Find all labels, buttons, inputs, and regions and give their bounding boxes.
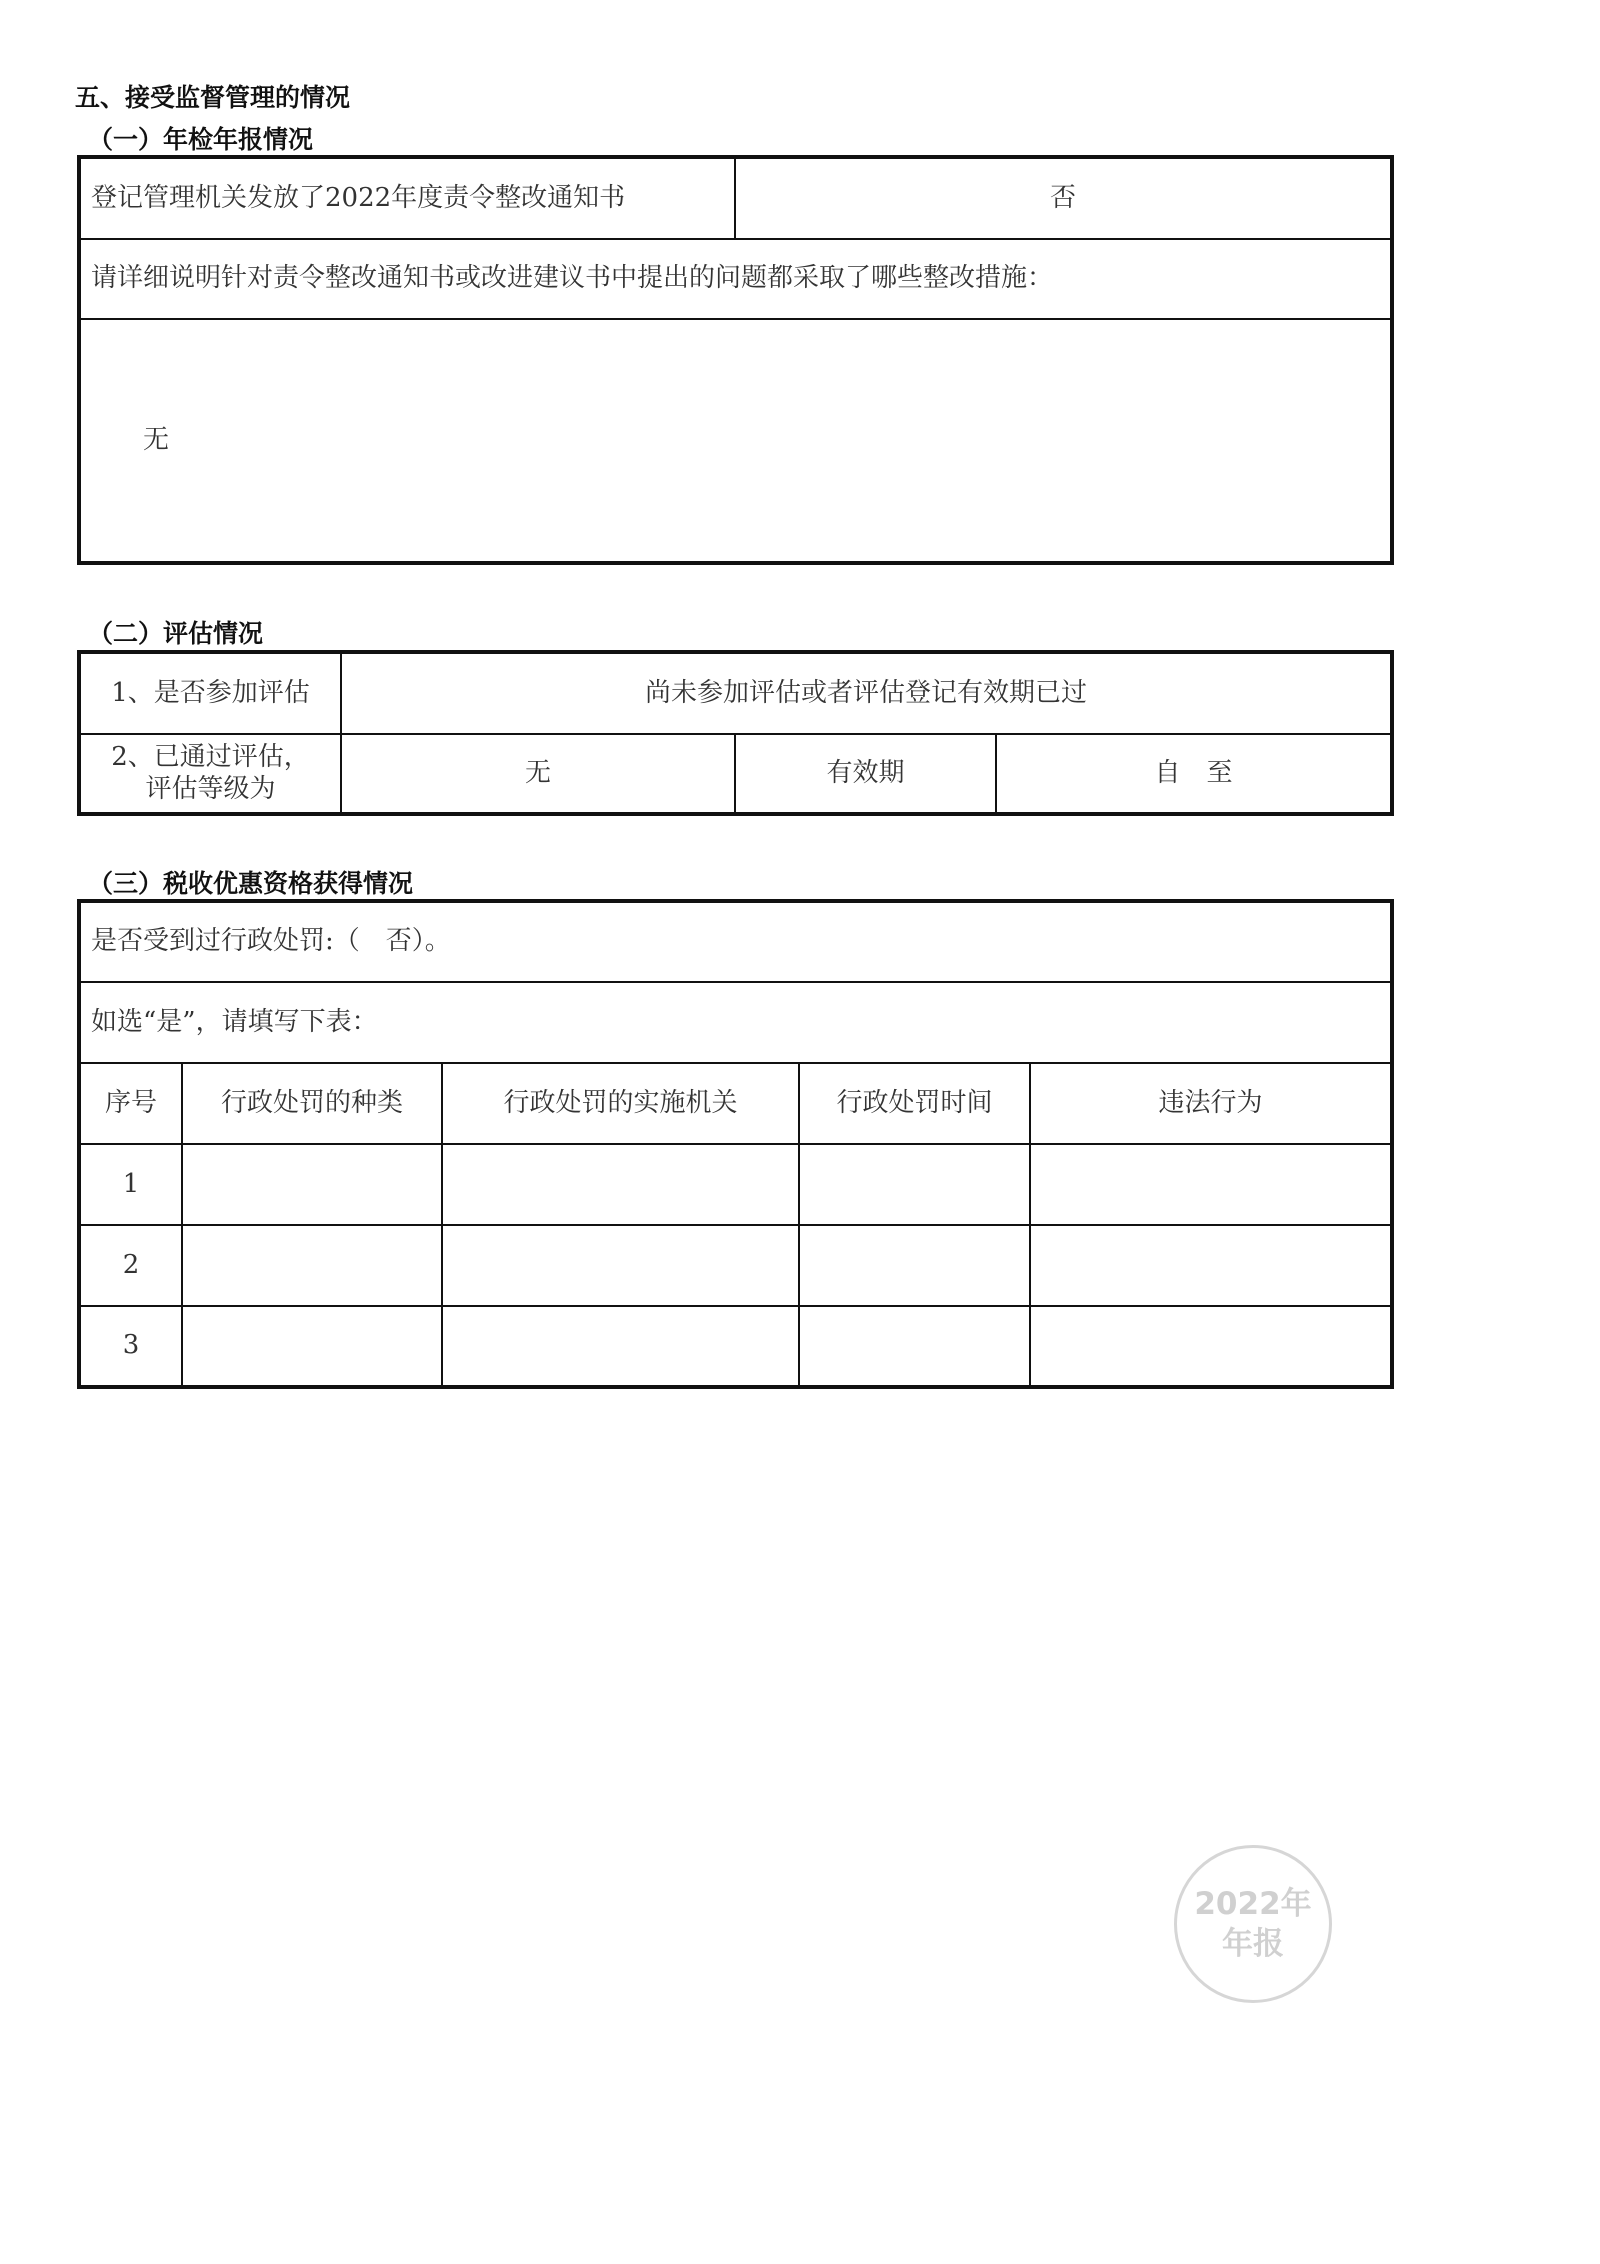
- row-time: [799, 1225, 1030, 1306]
- row-violation: [1030, 1225, 1392, 1306]
- stamp-year-text: 2022年: [1194, 1885, 1312, 1922]
- row-violation: [1030, 1144, 1392, 1225]
- validity-range: 自 至: [996, 734, 1392, 814]
- penalty-header-row: [79, 1063, 1392, 1144]
- row-no: 2: [79, 1225, 182, 1306]
- evaluation-q2-label-line2: 评估等级为: [145, 773, 276, 804]
- table-row: [79, 1306, 1392, 1387]
- stamp-report-text: 年报: [1222, 1926, 1284, 1962]
- evaluation-q2-label-line1: 2、已通过评估，: [111, 742, 310, 773]
- row-authority: [442, 1144, 799, 1225]
- evaluation-q1-value: 尚未参加评估或者评估登记有效期已过: [341, 652, 1392, 734]
- measures-label: 请详细说明针对责令整改通知书或改进建议书中提出的问题都采取了哪些整改措施：: [79, 239, 1392, 319]
- row-time: [799, 1306, 1030, 1387]
- row-authority: [442, 1225, 799, 1306]
- penalty-question: 是否受到过行政处罚:（ 否）。: [79, 901, 1392, 982]
- evaluation-title: （二）评估情况: [88, 619, 264, 648]
- header-authority: 行政处罚的实施机关: [442, 1063, 799, 1144]
- annual-report-stamp: [1174, 1845, 1332, 2003]
- tax-title: （三）税收优惠资格获得情况: [88, 869, 414, 898]
- annual-inspection-table: [77, 155, 1394, 565]
- table-row: [79, 1144, 1392, 1225]
- notice-label: 登记管理机关发放了2022年度责令整改通知书: [79, 157, 735, 239]
- row-time: [799, 1144, 1030, 1225]
- evaluation-table: [77, 650, 1394, 816]
- penalty-table: [77, 899, 1394, 1389]
- section-title: 五、接受监督管理的情况: [75, 83, 351, 112]
- row-violation: [1030, 1306, 1392, 1387]
- header-time: 行政处罚时间: [799, 1063, 1030, 1144]
- table-row: [79, 1225, 1392, 1306]
- row-type: [182, 1306, 442, 1387]
- row-no: 3: [79, 1306, 182, 1387]
- validity-label: 有效期: [735, 734, 996, 814]
- row-authority: [442, 1306, 799, 1387]
- header-violation: 违法行为: [1030, 1063, 1392, 1144]
- measures-value: 无: [79, 319, 1392, 563]
- header-type: 行政处罚的种类: [182, 1063, 442, 1144]
- evaluation-q2-label: [79, 734, 341, 814]
- annual-inspection-title: （一）年检年报情况: [88, 125, 314, 154]
- notice-value: 否: [735, 157, 1392, 239]
- evaluation-q1-label: 1、是否参加评估: [79, 652, 341, 734]
- row-no: 1: [79, 1144, 182, 1225]
- fill-instruction: 如选“是”，请填写下表：: [79, 982, 1392, 1063]
- row-type: [182, 1225, 442, 1306]
- row-type: [182, 1144, 442, 1225]
- evaluation-grade-value: 无: [341, 734, 735, 814]
- header-no: 序号: [79, 1063, 182, 1144]
